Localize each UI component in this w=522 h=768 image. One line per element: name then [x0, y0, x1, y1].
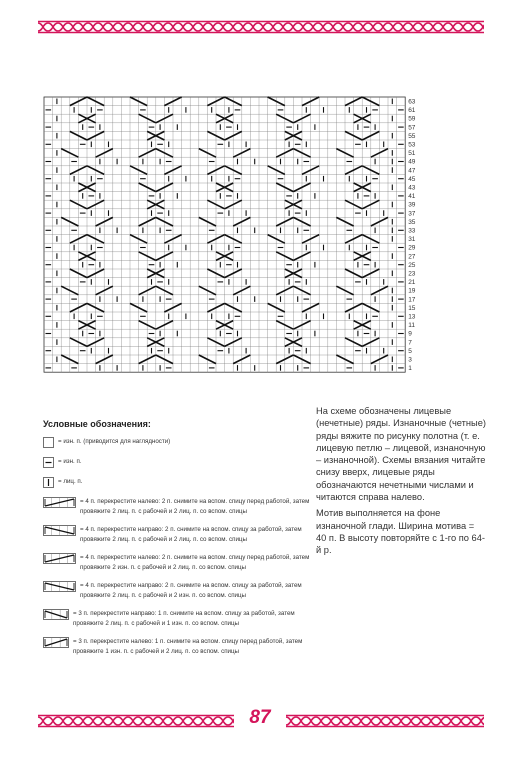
cross-4-right-knit-purl-icon: [43, 581, 76, 592]
row-number: 59: [408, 115, 416, 123]
page-number: 87: [249, 707, 271, 728]
row-number: 9: [408, 330, 412, 338]
cross-3-right-icon: [43, 609, 69, 620]
description-paragraph-1: На схеме обозначены лицевые (нечетные) ряды. Изнаночные (четные) ряды вяжите по рисунку полотна (т. е. лицевую петлю – лицевой, изнаночную – изнаночной). Схемы вязания читайте снизу вверх, лицевые ряды обозначаются нечетными числами и читаются справа налево.: [316, 406, 486, 503]
legend-item: [43, 553, 311, 572]
legend-item: [43, 457, 311, 468]
legend-item: [43, 477, 311, 488]
decorative-border-top: [38, 20, 484, 34]
knitting-chart: [40, 95, 420, 385]
row-number: 31: [408, 236, 416, 244]
legend-item-text: = 3 п. перекрестите налево: 1 п. снимите на вспом. спицу перед работой, затем провяжите 1 изн. п. с рабочей и 2 лиц. п. со вспом. спицы: [73, 638, 303, 655]
cross-4-left-knit-purl-icon: [43, 553, 76, 564]
row-number: 61: [408, 107, 416, 115]
empty-cell-icon: [43, 437, 54, 448]
row-number: 47: [408, 167, 416, 175]
legend-item: [43, 525, 311, 544]
row-number: 17: [408, 296, 416, 304]
legend-item-text: = лиц. п.: [58, 478, 83, 485]
row-number: 7: [408, 339, 412, 347]
row-number: 23: [408, 270, 416, 278]
row-number: 41: [408, 193, 416, 201]
cross-3-left-icon: [43, 637, 69, 648]
legend-item-text: = 4 п. перекрестите налево: 2 п. снимите на вспом. спицу перед работой, затем провяжите 2 изн. п. с рабочей и 2 лиц. п. со вспом. спицы: [80, 554, 310, 571]
legend-item-text: = изн. п.: [58, 458, 82, 465]
row-number: 27: [408, 253, 416, 261]
legend-item: [43, 609, 311, 628]
row-number: 5: [408, 347, 412, 355]
row-number: 3: [408, 356, 412, 364]
row-number: 35: [408, 218, 416, 226]
row-number: 39: [408, 201, 416, 209]
row-number: 1: [408, 365, 412, 373]
knitting-chart-grid: [40, 95, 420, 385]
legend-item: [43, 637, 311, 656]
legend-item: [43, 437, 311, 448]
row-number: 49: [408, 158, 416, 166]
row-number: 63: [408, 98, 416, 106]
row-number: 13: [408, 313, 416, 321]
row-number: 53: [408, 141, 416, 149]
legend-item-text: = 4 п. перекрестите направо: 2 п. снимите на вспом. спицу за работой, затем провяжите 2 лиц. п. с рабочей и 2 лиц. п. со вспом. спицы: [80, 526, 302, 543]
legend-item-text: = изн. п. (приводится для наглядности): [58, 438, 171, 445]
legend-item: [43, 581, 311, 600]
row-number: 11: [408, 322, 415, 330]
decorative-border-bottom-left: [38, 714, 234, 728]
cross-4-left-purl-icon: [43, 497, 76, 508]
row-number: 21: [408, 279, 416, 287]
legend: [43, 419, 311, 665]
row-number: 33: [408, 227, 416, 235]
row-number: 43: [408, 184, 416, 192]
legend-item: [43, 497, 311, 516]
row-number: 19: [408, 287, 416, 295]
decorative-border-bottom-right: [286, 714, 484, 728]
row-number: 55: [408, 132, 416, 140]
row-number: 25: [408, 261, 416, 269]
legend-item-text: = 3 п. перекрестите направо: 1 п. снимите на вспом. спицу за работой, затем провяжите 2 лиц. п. с рабочей и 1 изн. п. со вспом. спицы: [73, 610, 295, 627]
row-number: 15: [408, 304, 416, 312]
row-number: 57: [408, 124, 416, 132]
vertical-bar-cell-icon: [43, 477, 54, 488]
legend-item-text: = 4 п. перекрестите направо: 2 п. снимите на вспом. спицу за работой, затем провяжите 2 лиц. п. с рабочей и 2 изн. п. со вспом. спицы: [80, 582, 302, 599]
dash-cell-icon: [43, 457, 54, 468]
description: [316, 405, 486, 561]
row-number: 45: [408, 175, 416, 183]
legend-item-text: = 4 п. перекрестите налево: 2 п. снимите на вспом. спицу перед работой, затем провяжите 2 лиц. п. с рабочей и 2 лиц. п. со вспом. спицы: [80, 498, 310, 515]
description-paragraph-2: Мотив выполняется на фоне изнаночной глади. Ширина мотива = 40 п. В высоту повторяйте с 1-го по 64-й р.: [316, 508, 485, 556]
legend-items: [43, 437, 311, 656]
row-number: 29: [408, 244, 416, 252]
row-number: 37: [408, 210, 416, 218]
legend-title: Условные обозначения:: [43, 419, 151, 429]
cross-4-right-purl-icon: [43, 525, 76, 536]
row-number: 51: [408, 150, 416, 158]
